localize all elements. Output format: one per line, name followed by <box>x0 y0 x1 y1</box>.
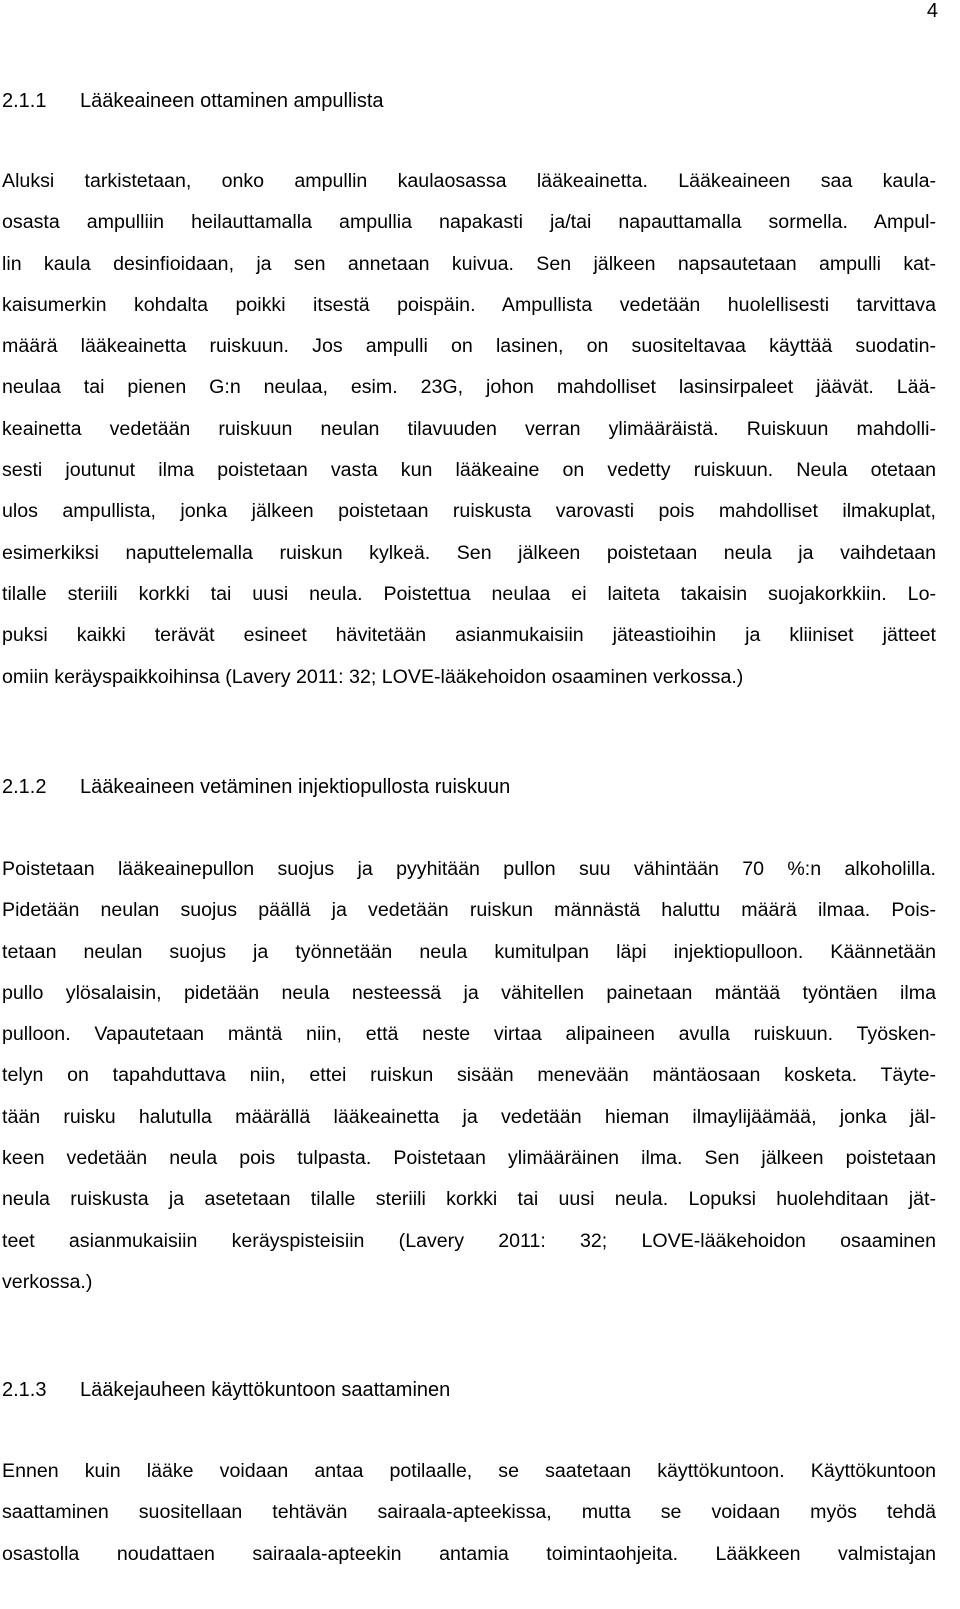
section-title: Lääkejauheen käyttökuntoon saattaminen <box>80 1379 451 1401</box>
section-heading <box>2 775 510 799</box>
text-line: ulos ampullista, jonka jälkeen poistetaan ruiskusta varovasti pois mahdolliset ilmakuplat, <box>2 500 936 523</box>
text-line: neula ruiskusta ja asetetaan tilalle steriili korkki tai uusi neula. Lopuksi huolehditaan jät- <box>2 1188 936 1211</box>
text-line: omiin keräyspaikkoihinsa (Lavery 2011: 32; LOVE-lääkehoidon osaaminen verkossa.) <box>2 665 744 688</box>
text-line: tilalle steriili korkki tai uusi neula. Poistettua neulaa ei laiteta takaisin suojakorkkiin. Lo- <box>2 582 936 605</box>
section-heading <box>2 89 384 113</box>
text-line: saattaminen suositellaan tehtävän sairaala-apteekissa, mutta se voidaan myös tehdä <box>2 1501 936 1524</box>
section-number: 2.1.1 <box>2 90 47 112</box>
text-line: Aluksi tarkistetaan, onko ampullin kaulaosassa lääkeainetta. Lääkeaineen saa kaula- <box>2 170 936 192</box>
text-line: Ennen kuin lääke voidaan antaa potilaalle, se saatetaan käyttökuntoon. Käyttökuntoon <box>2 1460 936 1482</box>
section-heading <box>2 1378 450 1402</box>
text-line: osasta ampulliin heilauttamalla ampullia napakasti ja/tai napauttamalla sormella. Ampul- <box>2 211 936 234</box>
text-line: pulloon. Vapautetaan mäntä niin, että neste virtaa alipaineen avulla ruiskuun. Työsken- <box>2 1023 936 1046</box>
text-line: lin kaula desinfioidaan, ja sen annetaan kuivua. Sen jälkeen napsautetaan ampulli kat- <box>2 252 936 275</box>
text-line: kaisumerkin kohdalta poikki itsestä poispäin. Ampullista vedetään huolellisesti tarvittava <box>2 293 936 316</box>
text-line: telyn on tapahduttava niin, ettei ruiskun sisään menevään mäntäosaan kosketa. Täyte- <box>2 1064 936 1087</box>
text-line: verkossa.) <box>2 1270 93 1293</box>
text-line: määrä lääkeainetta ruiskuun. Jos ampulli on lasinen, on suositeltavaa käyttää suodatin- <box>2 335 936 358</box>
section-number: 2.1.2 <box>2 776 47 798</box>
text-line: Pidetään neulan suojus päällä ja vedetään ruiskun männästä haluttu määrä ilmaa. Pois- <box>2 899 936 922</box>
paragraph <box>2 1451 936 1575</box>
text-line: keen vedetään neula pois tulpasta. Poistetaan ylimääräinen ilma. Sen jälkeen poistetaan <box>2 1147 936 1170</box>
text-line: sesti joutunut ilma poistetaan vasta kun lääkeaine on vedetty ruiskuun. Neula otetaan <box>2 459 936 482</box>
text-line: tään ruisku halutulla määrällä lääkeainetta ja vedetään hieman ilmaylijäämää, jonka jäl- <box>2 1105 936 1128</box>
text-line: puksi kaikki terävät esineet hävitetään asianmukaisiin jäteastioihin ja kliiniset jätteet <box>2 624 936 647</box>
section-number: 2.1.3 <box>2 1379 47 1401</box>
text-line: neulaa tai pienen G:n neulaa, esim. 23G, johon mahdolliset lasinsirpaleet jäävät. Lää- <box>2 376 936 399</box>
paragraph <box>2 161 936 698</box>
text-line: esimerkiksi naputtelemalla ruiskun kylkeä. Sen jälkeen poistetaan neula ja vaihdetaan <box>2 541 936 564</box>
text-line: teet asianmukaisiin keräyspisteisiin (Lavery 2011: 32; LOVE-lääkehoidon osaaminen <box>2 1229 936 1252</box>
section-title: Lääkeaineen ottaminen ampullista <box>80 90 384 112</box>
text-line: keainetta vedetään ruiskuun neulan tilavuuden verran ylimääräistä. Ruiskuun mahdolli- <box>2 417 936 440</box>
page-number: 4 <box>926 0 938 22</box>
text-line: osastolla noudattaen sairaala-apteekin antamia toimintaohjeita. Lääkkeen valmistajan <box>2 1542 936 1565</box>
text-line: tetaan neulan suojus ja työnnetään neula kumitulpan läpi injektiopulloon. Käännetään <box>2 940 936 963</box>
text-line: Poistetaan lääkeainepullon suojus ja pyyhitään pullon suu vähintään 70 %:n alkoholilla. <box>2 858 936 880</box>
text-line: pullo ylösalaisin, pidetään neula nesteessä ja vähitellen painetaan mäntää työntäen ilma <box>2 981 936 1004</box>
paragraph <box>2 849 936 1303</box>
section-title: Lääkeaineen vetäminen injektiopullosta ruiskuun <box>80 776 511 798</box>
